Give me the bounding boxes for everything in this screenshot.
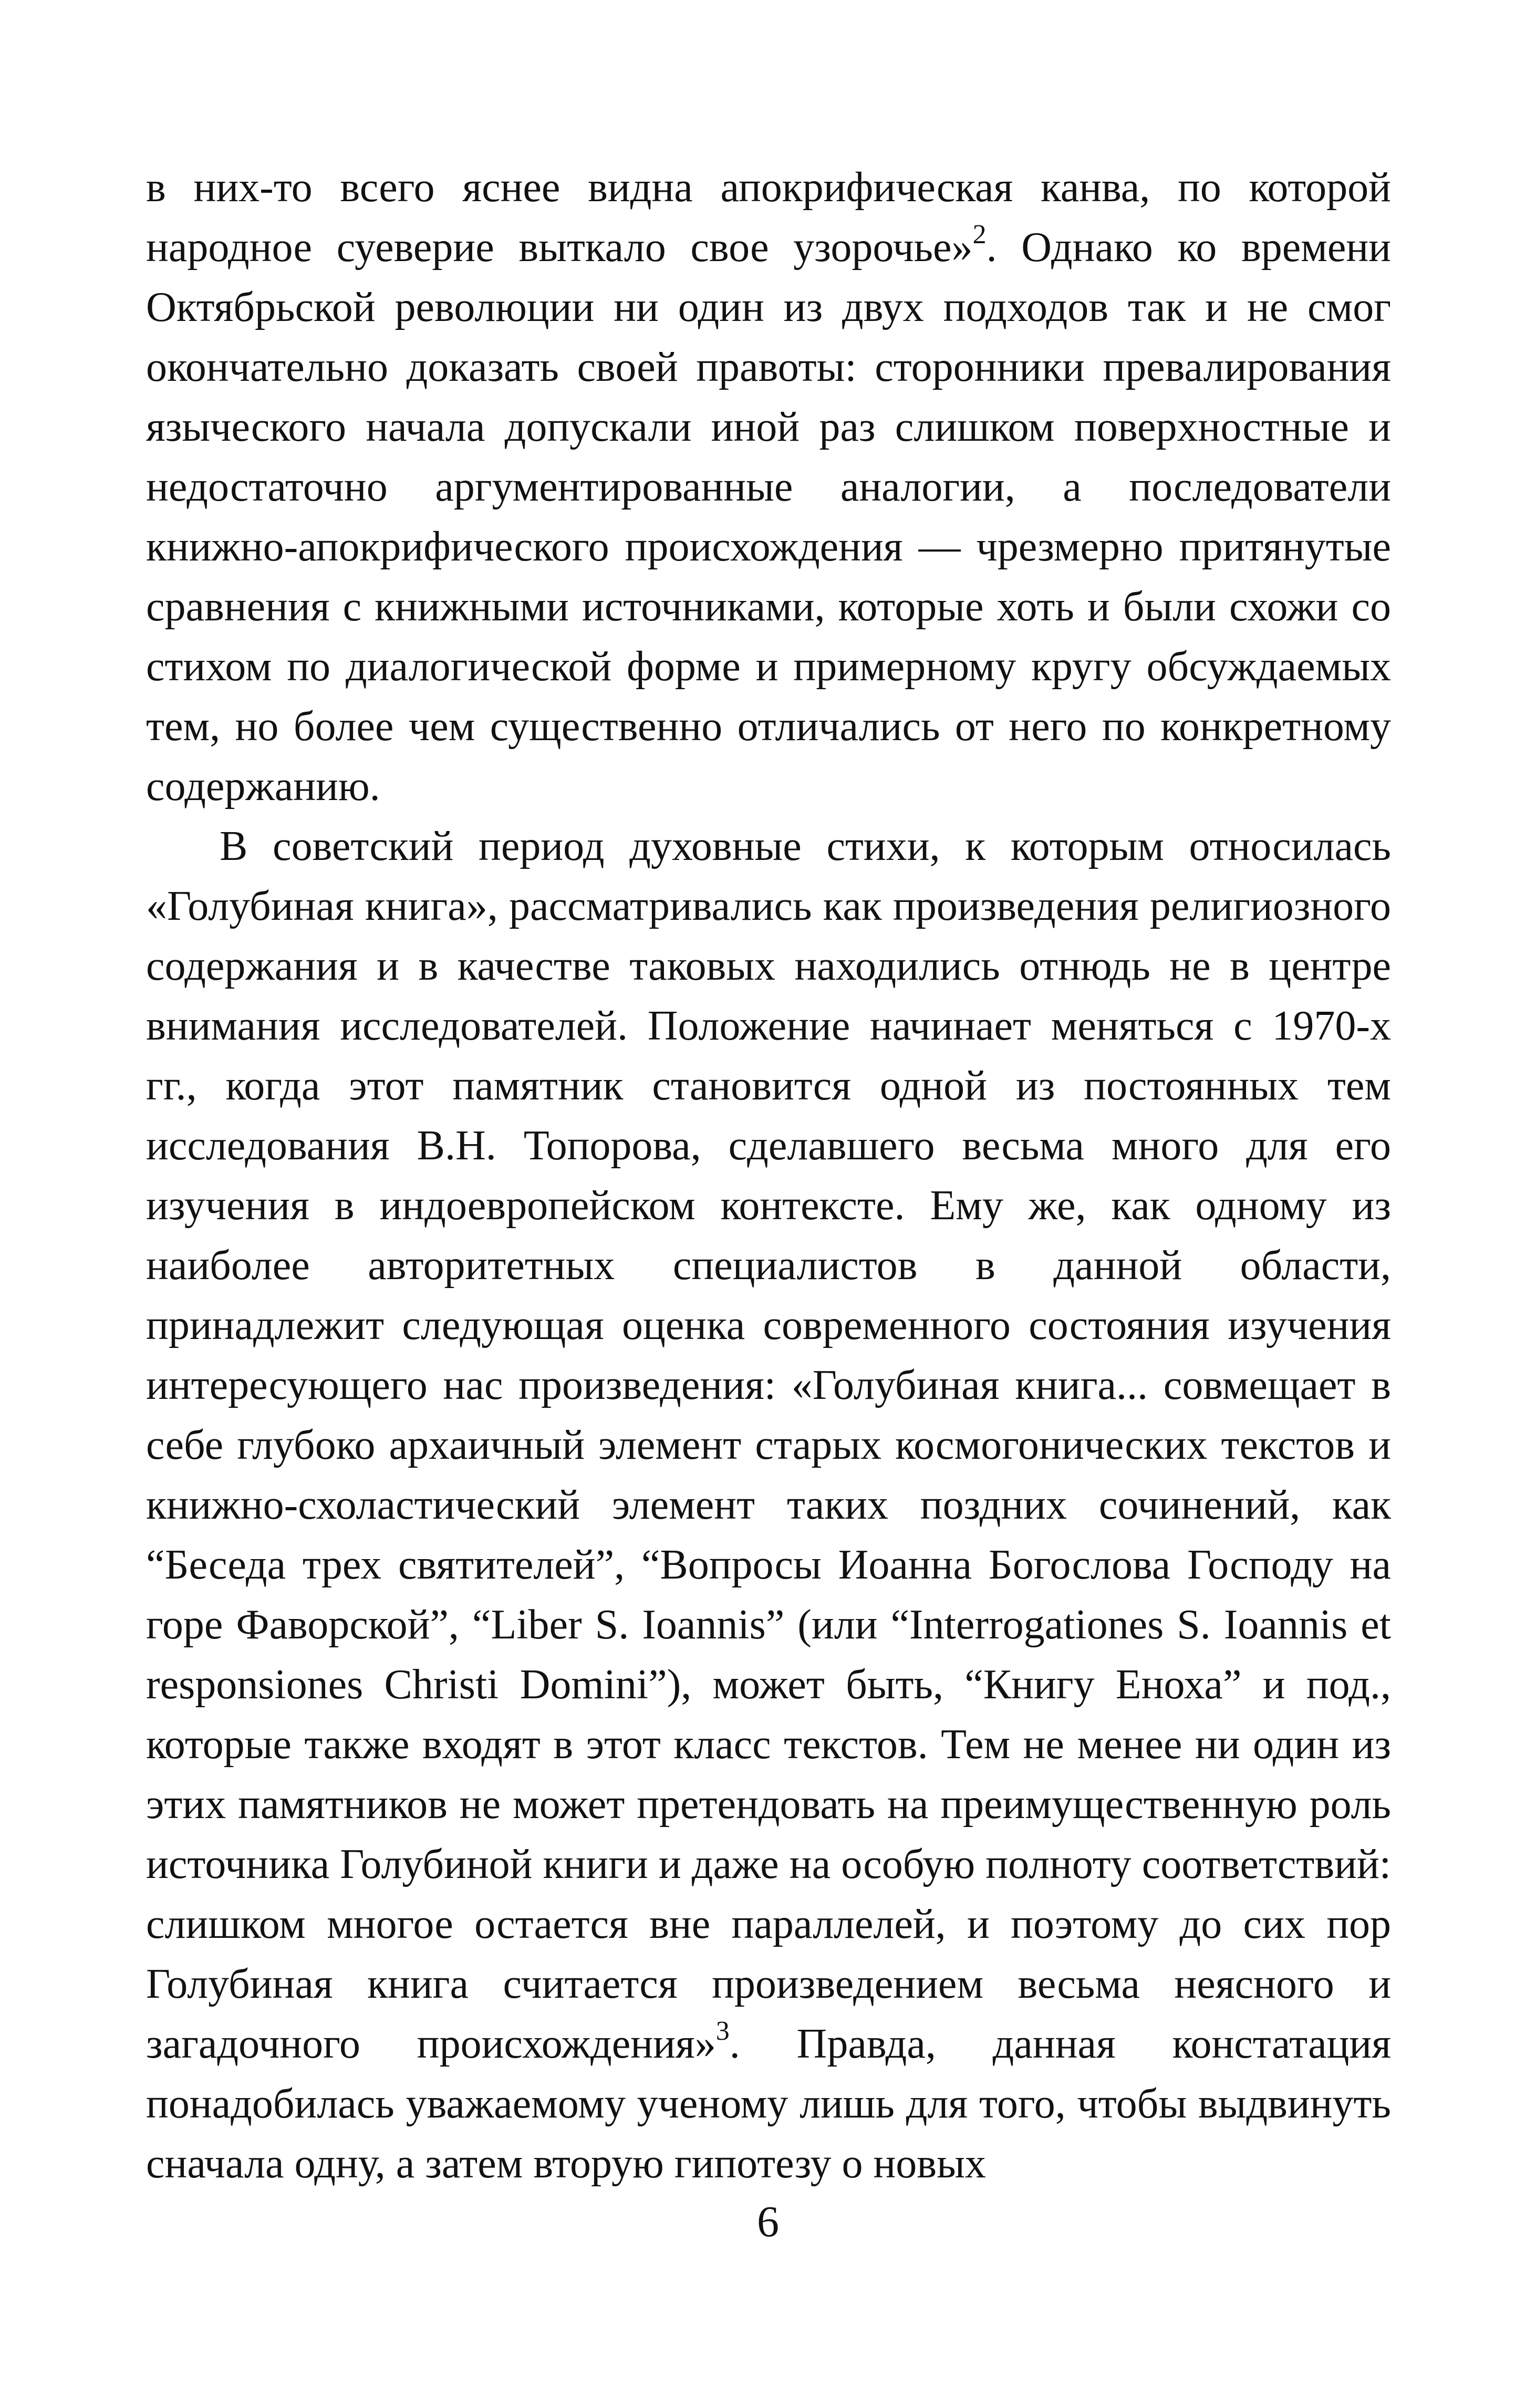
body-text [146, 158, 1391, 2194]
paragraph-1 [146, 158, 1391, 816]
paragraph-1-segment-3: . Однако ко времени Октябрьской революции ни один из двух подходов так и не смог окончательно доказать своей правоты: сторонники превалирования языческого начала допускали иной раз слишком поверхностные и недостаточно аргументированные аналогии, а последователи книжно-апокрифического происхождения — чрезмерно притянутые сравнения с книжными источниками, которые хоть и были схожи со стихом по диалогической форме и примерному кругу обсуждаемых тем, но более чем существенно отличались от него по конкретному содержанию. [146, 224, 1391, 809]
paragraph-2 [146, 816, 1391, 2194]
paragraph-2-segment-1: В советский период духовные стихи, к которым относилась «Голубиная книга», рассматривались как произведения религиозного содержания и в качестве таковых находились отнюдь не в центре внимания исследователей. Положение начинает меняться с 1970-х гг., когда этот памятник становится одной из постоянных тем исследования В.Н. Топорова, сделавшего весьма много для его изучения в индоевропейском контексте. Ему же, как одному из наиболее авторитетных специалистов в данной области, принадлежит следующая оценка современного состояния изучения интересующего нас произведения: «Голубиная книга... совмещает в себе глубоко архаичный элемент старых космогонических текстов и книжно-схоластический элемент таких поздних сочинений, как “Беседа трех святителей”, “Вопросы Иоанна Богослова Господу на горе Фаворской”, “Liber S. Ioannis” (или “Interrogationes S. Ioannis et responsiones Christi Domini”), может быть, “Книгу Еноха” и под., которые также входят в этот класс текстов. Тем не менее ни один из этих памятников не может претендовать на преимущественную роль источника Голубиной книги и даже на особую полноту соответствий: слишком многое остается вне параллелей, и поэтому до сих пор Голубиная книга считается произведением весьма неясного и загадочного происхождения» [146, 823, 1391, 2067]
paragraph-2-segment-3: . Правда, данная констатация понадобилась уважаемому ученому лишь для того, чтобы выдвинуть сначала одну, а затем вторую гипотезу о новых [146, 2021, 1392, 2187]
paragraph-1-segment-1: в них-то всего яснее видна апокрифическая канва, по которой народное суеверие выткало свое узорочье» [146, 164, 1391, 271]
footnote-ref-3: 3 [715, 2016, 730, 2047]
footnote-ref-2: 2 [972, 220, 987, 250]
page-number: 6 [757, 2197, 779, 2246]
